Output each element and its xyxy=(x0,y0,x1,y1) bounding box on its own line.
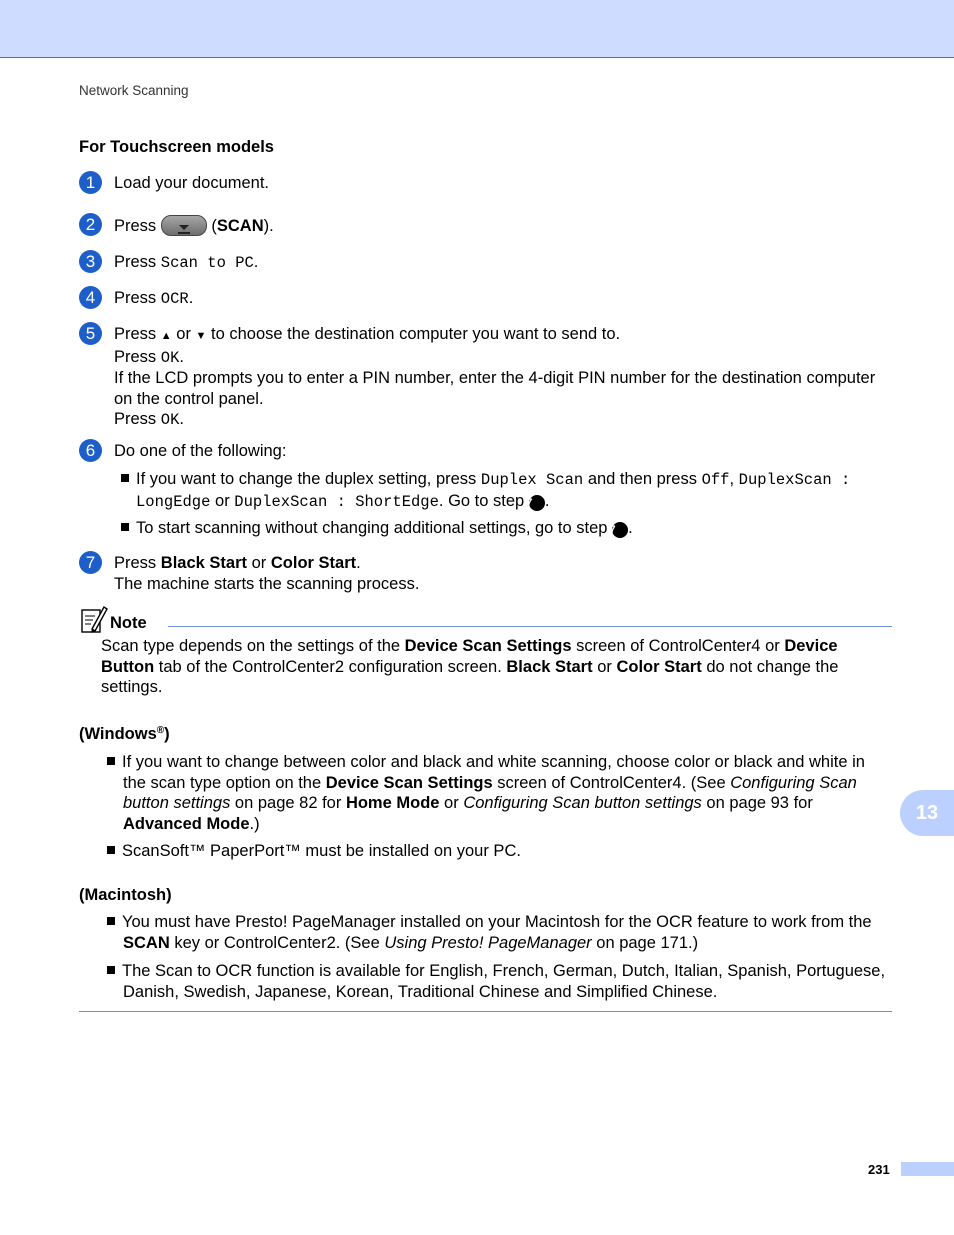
step-text: to choose the destination computer you want to send to. xyxy=(211,325,621,343)
note-bold: Device Button xyxy=(101,637,838,676)
paren-open: ( xyxy=(211,217,217,235)
page-footer-band xyxy=(901,1162,954,1176)
section-heading-windows xyxy=(79,724,170,745)
lcd-option: OK xyxy=(160,348,180,367)
bullet-text: If you want to change between color and black and white scanning, choose color or black and white in the scan type option on the xyxy=(122,753,865,792)
step-text: Press xyxy=(114,217,157,235)
bullet-text: key or ControlCenter2. (See xyxy=(174,933,380,952)
step-number: 7 xyxy=(79,551,102,574)
step-number: 3 xyxy=(79,250,102,273)
cross-reference: Configuring Scan button settings xyxy=(123,773,857,812)
registered-mark: ® xyxy=(156,725,165,736)
step-number: 4 xyxy=(79,286,102,309)
step-2 xyxy=(79,213,894,237)
bullet-text: ScanSoft™ PaperPort™ must be installed on your PC. xyxy=(122,842,521,860)
heading-text: (Windows xyxy=(79,725,157,743)
punct: . xyxy=(544,491,550,510)
paren-close: ). xyxy=(263,217,274,235)
or-text: or xyxy=(251,554,267,572)
step-ref-badge: 7 xyxy=(529,495,545,511)
note-bold: Color Start xyxy=(616,657,702,676)
windows-bullet-1 xyxy=(107,752,891,834)
note-bold: Black Start xyxy=(506,657,593,676)
mac-bullet-2 xyxy=(107,961,891,1002)
lcd-option: Off xyxy=(701,471,730,489)
bullet-bold: Advanced Mode xyxy=(123,814,250,833)
bullet-text: on page 82 for xyxy=(234,794,342,812)
step-5 xyxy=(79,322,894,431)
punct: . xyxy=(628,519,633,537)
lcd-option: OCR xyxy=(160,290,189,308)
color-start-key: Color Start xyxy=(270,554,357,572)
step-text: Do one of the following: xyxy=(114,442,287,460)
lcd-option: Scan to PC xyxy=(160,254,254,272)
bullet-text: To start scanning without changing additional settings, go to step xyxy=(136,519,608,537)
top-header-band xyxy=(0,0,954,58)
punct: . xyxy=(253,253,259,271)
punct: . xyxy=(179,410,184,428)
bullet-square xyxy=(107,966,115,974)
bullet-text: . Go to step xyxy=(438,491,525,510)
step-text: Press xyxy=(114,554,157,572)
mac-bullet-1 xyxy=(107,912,891,953)
pin-instructions: If the LCD prompts you to enter a PIN number, enter the 4-digit PIN number for the destination computer on the control panel. xyxy=(114,369,876,408)
bullet-text: .) xyxy=(249,814,260,833)
bullet-bold: Home Mode xyxy=(345,794,440,812)
step-6 xyxy=(79,439,894,462)
section-end-divider xyxy=(79,1011,892,1012)
cross-reference: Configuring Scan button settings xyxy=(463,794,702,812)
running-header: Network Scanning xyxy=(79,83,189,98)
cross-reference: Using Presto! PageManager xyxy=(384,933,592,952)
bullet-square xyxy=(107,917,115,925)
bullet-bold: Device Scan Settings xyxy=(325,773,493,792)
duplex-bullet xyxy=(121,469,891,512)
punct: . xyxy=(179,347,184,366)
bullet-square xyxy=(107,757,115,765)
note-text: screen of ControlCenter4 or xyxy=(576,637,780,655)
bullet-text: and then press xyxy=(587,470,697,488)
section-heading-macintosh: (Macintosh) xyxy=(79,886,172,904)
section-heading-touchscreen: For Touchscreen models xyxy=(79,138,274,156)
note-text: or xyxy=(597,657,612,676)
bullet-square xyxy=(121,474,129,482)
step-7 xyxy=(79,551,894,594)
bullet-text: screen of ControlCenter4. (See xyxy=(497,773,726,792)
step-1 xyxy=(79,171,894,194)
bullet-text: You must have Presto! PageManager installed on your Macintosh for the OCR feature to work from the xyxy=(122,913,872,931)
punct: . xyxy=(356,554,361,572)
step-3 xyxy=(79,250,894,274)
note-text: Scan type depends on the settings of the xyxy=(101,637,401,655)
note-bold: Device Scan Settings xyxy=(404,637,572,655)
note-body xyxy=(101,636,893,698)
or-text: or xyxy=(176,325,191,343)
bullet-text: If you want to change the duplex setting, press xyxy=(136,470,477,488)
punct: , xyxy=(729,470,735,488)
step-text: Press xyxy=(114,325,157,343)
step-number: 2 xyxy=(79,213,102,236)
step-text: Press xyxy=(114,410,157,428)
lcd-option: OK xyxy=(160,411,180,429)
bullet-text: on page 171.) xyxy=(596,933,699,952)
bullet-bold: SCAN xyxy=(123,933,170,952)
step-text: Press xyxy=(114,347,157,366)
step-4 xyxy=(79,286,894,310)
step-result: The machine starts the scanning process. xyxy=(114,574,420,593)
note-text: do not change the settings. xyxy=(101,657,839,696)
step-text: Press xyxy=(114,253,157,271)
lcd-option: DuplexScan : LongEdge xyxy=(136,471,851,511)
scan-key-label: SCAN xyxy=(216,217,264,235)
no-change-bullet xyxy=(121,518,891,539)
bullet-text: or xyxy=(444,794,459,812)
note-label: Note xyxy=(110,614,147,632)
note-text: tab of the ControlCenter2 configuration screen. xyxy=(158,657,502,676)
or-text: or xyxy=(215,491,230,510)
bullet-text: The Scan to OCR function is available for English, French, German, Dutch, Italian, Spanish, Portuguese, Danish, Swedish, Japanese, Korean, Traditional Chinese and Simplified Chinese. xyxy=(122,962,886,1001)
step-ref-badge: 7 xyxy=(612,522,628,538)
bullet-text: on page 93 for xyxy=(706,794,813,812)
punct: . xyxy=(188,289,194,307)
heading-text: ) xyxy=(164,725,170,743)
step-text: Load your document. xyxy=(114,174,270,192)
lcd-option: Duplex Scan xyxy=(480,471,584,489)
step-text: Press xyxy=(114,289,157,307)
step-number: 5 xyxy=(79,322,102,345)
windows-bullet-2 xyxy=(107,841,891,862)
black-start-key: Black Start xyxy=(160,554,247,572)
note-divider xyxy=(168,626,892,627)
bullet-square xyxy=(107,846,115,854)
note-pencil-icon xyxy=(80,605,108,635)
chapter-tab: 13 xyxy=(900,790,954,836)
up-arrow-icon: ▲ xyxy=(160,330,172,342)
scan-key-icon xyxy=(161,215,207,236)
page-number: 231 xyxy=(868,1162,890,1177)
lcd-option: DuplexScan : ShortEdge xyxy=(234,492,439,511)
down-arrow-icon: ▼ xyxy=(195,330,207,342)
bullet-square xyxy=(121,523,129,531)
step-number: 6 xyxy=(79,439,102,462)
step-number: 1 xyxy=(79,171,102,194)
